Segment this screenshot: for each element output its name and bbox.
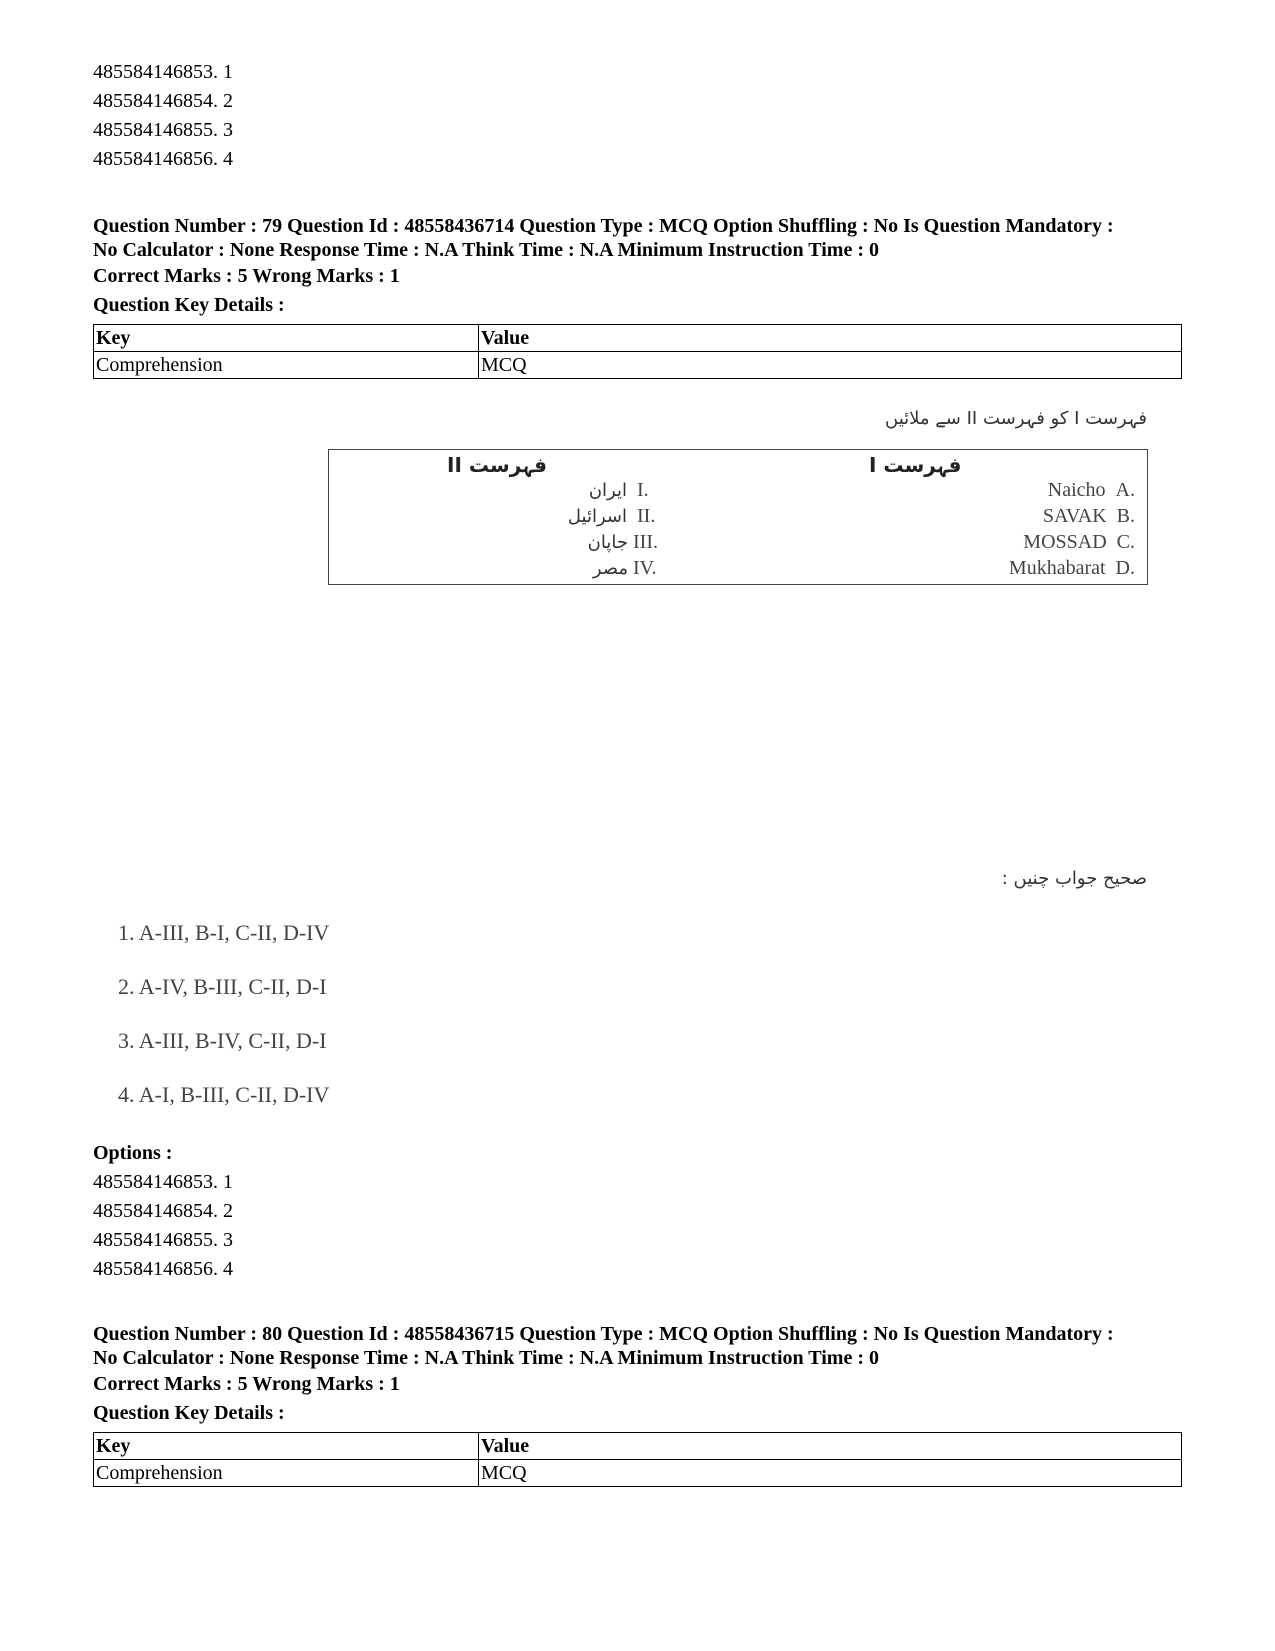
- list1-header: فہرست I: [869, 453, 962, 477]
- col-key: Key: [94, 325, 479, 352]
- q80-marks: Correct Marks : 5 Wrong Marks : 1: [93, 1373, 400, 1395]
- option-line: 485584146856. 4: [93, 148, 233, 170]
- answer-choice: 2. A-IV, B-III, C-II, D-I: [118, 974, 327, 999]
- table-row: [94, 352, 1182, 379]
- q80-header-line2: No Calculator : None Response Time : N.A Think Time : N.A Minimum Instruction Time : 0: [93, 1347, 879, 1369]
- q79-key-details-label: Question Key Details :: [93, 294, 285, 316]
- q79-header-line1: Question Number : 79 Question Id : 48558436714 Question Type : MCQ Option Shuffling : No Is Question Mandatory :: [93, 215, 1114, 237]
- answer-choice: 1. A-III, B-I, C-II, D-IV: [118, 920, 330, 945]
- q79-marks: Correct Marks : 5 Wrong Marks : 1: [93, 265, 400, 287]
- col-value: Value: [479, 1433, 1182, 1460]
- q79-instruction: فہرست I کو فہرست II سے ملائیں: [885, 408, 1147, 429]
- q80-key-details-label: Question Key Details :: [93, 1402, 285, 1424]
- list1-item: Mukhabarat D.: [1008, 557, 1135, 579]
- option-line: 485584146855. 3: [93, 1229, 233, 1251]
- option-line: 485584146854. 2: [93, 1200, 233, 1222]
- list2-item: اسرائیل II.: [567, 505, 656, 527]
- q80-header-line1: Question Number : 80 Question Id : 48558436715 Question Type : MCQ Option Shuffling : No Is Question Mandatory :: [93, 1323, 1114, 1345]
- col-key: Key: [94, 1433, 479, 1460]
- list2-item: مصر IV.: [592, 557, 657, 579]
- top-option-list: [93, 58, 233, 174]
- q79-key-table: [93, 324, 1182, 379]
- table-row: [94, 1460, 1182, 1487]
- list1-item: SAVAK B.: [1042, 505, 1135, 527]
- row-value: MCQ: [479, 352, 1182, 379]
- answer-choice: 3. A-III, B-IV, C-II, D-I: [118, 1028, 327, 1053]
- answer-choice: 4. A-I, B-III, C-II, D-IV: [118, 1082, 330, 1107]
- row-key: Comprehension: [94, 1460, 479, 1487]
- table-header-row: [94, 1433, 1182, 1460]
- option-line: 485584146853. 1: [93, 1171, 233, 1193]
- q79-choose-prompt: صحیح جواب چنیں :: [1001, 868, 1147, 889]
- row-value: MCQ: [479, 1460, 1182, 1487]
- row-key: Comprehension: [94, 352, 479, 379]
- list2-item: ایران I.: [588, 479, 649, 501]
- option-line: 485584146854. 2: [93, 90, 233, 112]
- q79-match-table: [328, 449, 1148, 585]
- option-line: 485584146856. 4: [93, 1258, 233, 1280]
- option-line: 485584146855. 3: [93, 119, 233, 141]
- table-header-row: [94, 325, 1182, 352]
- col-value: Value: [479, 325, 1182, 352]
- list2-item: جاپان III.: [587, 531, 658, 553]
- q80-header: [93, 1320, 1213, 1373]
- q80-key-table: [93, 1432, 1182, 1487]
- q79-options-label: Options :: [93, 1142, 173, 1164]
- list1-item: MOSSAD C.: [1023, 531, 1135, 553]
- list1-item: Naicho A.: [1047, 479, 1135, 501]
- q79-header-line2: No Calculator : None Response Time : N.A Think Time : N.A Minimum Instruction Time : 0: [93, 239, 879, 261]
- list2-header: فہرست II: [447, 453, 547, 477]
- option-line: 485584146853. 1: [93, 61, 233, 83]
- q79-header: [93, 212, 1213, 265]
- q79-option-list: [93, 1168, 233, 1284]
